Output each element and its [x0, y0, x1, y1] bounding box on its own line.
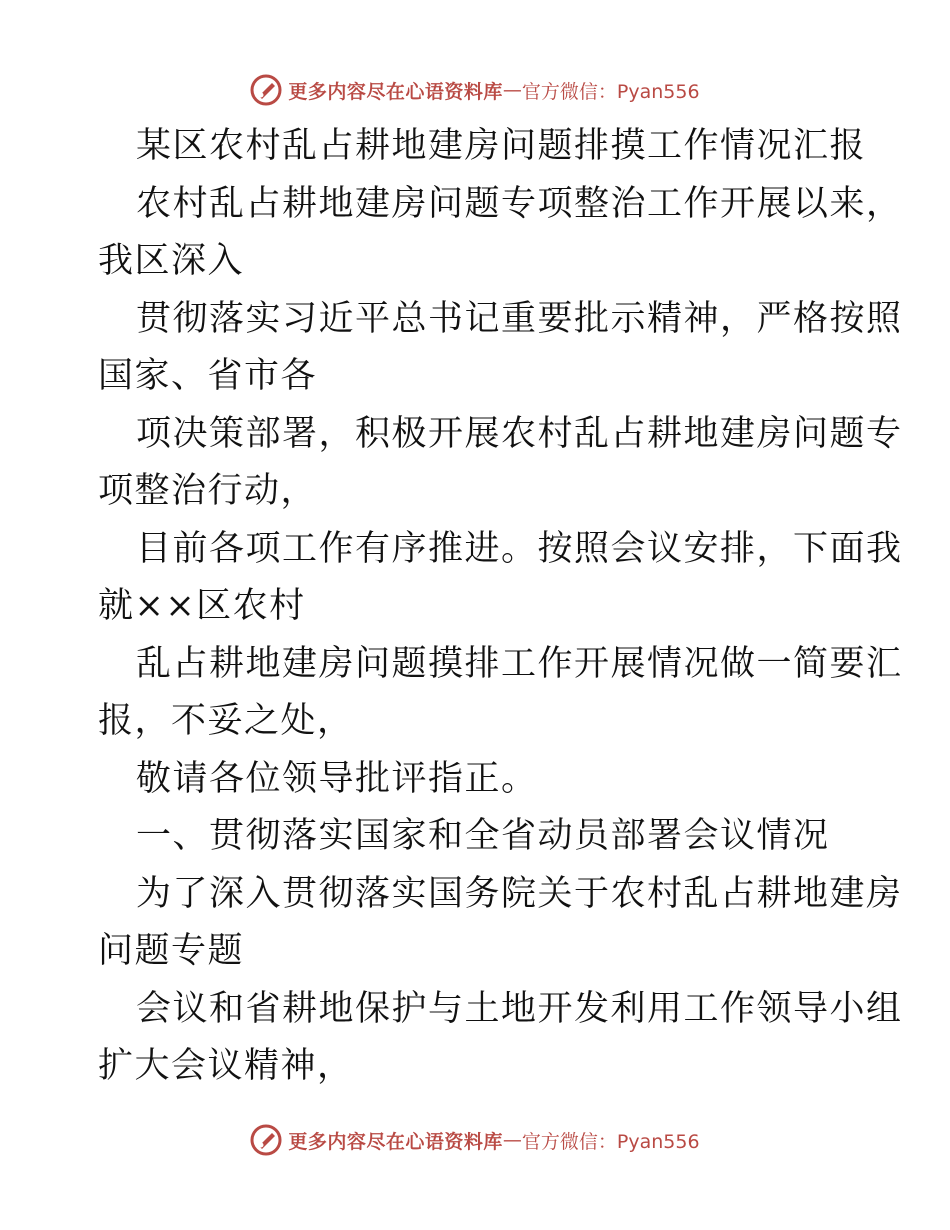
paragraph-line: 报，不妥之处，	[98, 701, 354, 741]
document-title: 某区农村乱占耕地建房问题排摸工作情况汇报	[136, 126, 867, 166]
watermark-wechat: 官方微信：Pyan556	[521, 1130, 700, 1153]
watermark-text: 更多内容尽在心语资料库	[288, 1130, 503, 1153]
paragraph-line: 目前各项工作有序推进。按照会议安排，下面我	[136, 528, 903, 569]
logo-icon	[250, 74, 282, 106]
paragraph-line: 扩大会议精神，	[98, 1046, 354, 1086]
paragraph-line: 为了深入贯彻落实国务院关于农村乱占耕地建房	[136, 873, 903, 914]
paragraph-line: 乱占耕地建房问题摸排工作开展情况做一简要汇	[136, 643, 903, 684]
paragraph-line: 我区深入	[98, 241, 245, 281]
paragraph-line: 会议和省耕地保护与土地开发利用工作领导小组	[136, 988, 903, 1029]
section-heading: 一、贯彻落实国家和全省动员部署会议情况	[136, 816, 830, 856]
paragraph-line: 问题专题	[98, 931, 245, 971]
watermark-dash: —	[502, 79, 522, 101]
watermark-dash: —	[502, 1129, 522, 1151]
paragraph-line: 项决策部署，积极开展农村乱占耕地建房问题专	[136, 413, 903, 454]
watermark-text: 更多内容尽在心语资料库	[288, 80, 503, 103]
paragraph-line: 国家、省市各	[98, 356, 318, 396]
paragraph-line: 农村乱占耕地建房问题专项整治工作开展以来，	[136, 183, 903, 224]
paragraph-line: 敬请各位领导批评指正。	[136, 758, 538, 799]
paragraph-line: 就××区农村	[98, 586, 306, 626]
watermark-wechat: 官方微信：Pyan556	[521, 80, 700, 103]
document-body	[98, 118, 903, 1096]
watermark-banner-top	[0, 70, 950, 110]
watermark-banner-bottom	[0, 1120, 950, 1160]
paragraph-line: 贯彻落实习近平总书记重要批示精神，严格按照	[136, 298, 903, 339]
paragraph-line: 项整治行动，	[98, 471, 318, 511]
logo-icon	[250, 1124, 282, 1156]
